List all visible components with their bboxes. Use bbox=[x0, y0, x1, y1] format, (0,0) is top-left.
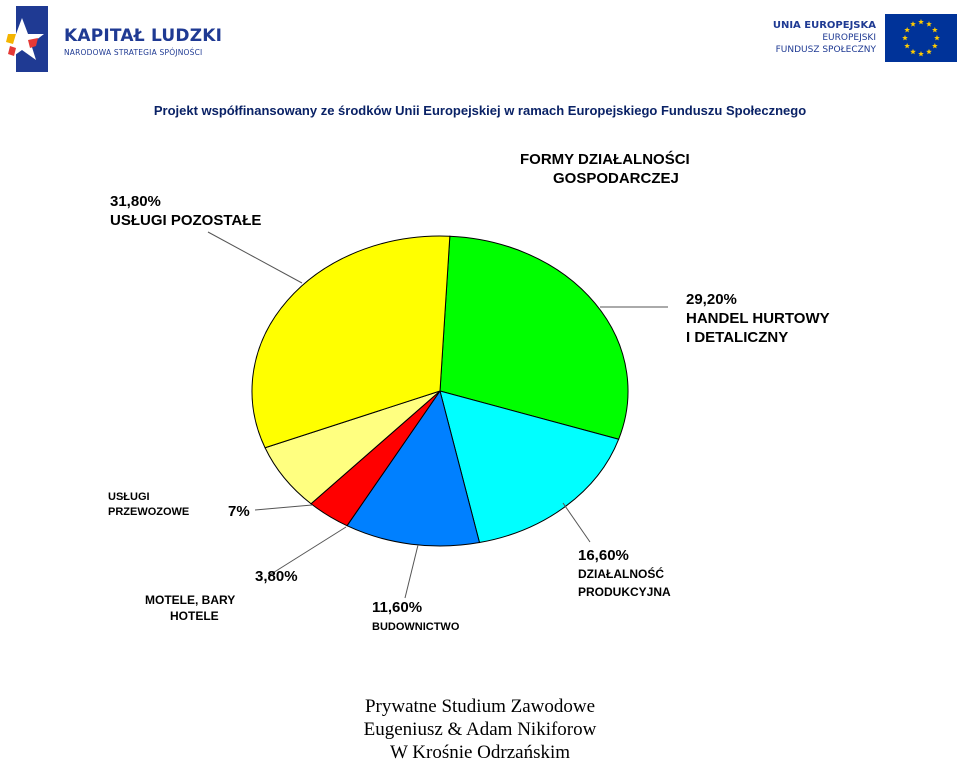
footer-line-2: Eugeniusz & Adam Nikiforow bbox=[363, 719, 597, 740]
slice-category-label: MOTELE, BARY bbox=[145, 593, 236, 607]
chart-title-line: FORMY DZIAŁALNOŚCI bbox=[520, 151, 690, 168]
slice-category-label: BUDOWNICTWO bbox=[372, 621, 460, 633]
slice-value-label: 11,60% bbox=[372, 599, 423, 616]
eu-line-2: EUROPEJSKI bbox=[822, 33, 876, 43]
eu-line-1: UNIA EUROPEJSKA bbox=[772, 20, 876, 31]
footer-line-3: W Krośnie Odrzańskim bbox=[389, 742, 571, 763]
project-funding-line: Projekt współfinansowany ze środków Unii Europejskiej w ramach Europejskiego Funduszu Społecznego bbox=[153, 103, 807, 118]
slice-category-label: USŁUGI bbox=[108, 491, 150, 503]
kapital-ludzki-subtitle: NARODOWA STRATEGIA SPÓJNOŚCI bbox=[64, 48, 203, 57]
footer bbox=[0, 695, 960, 764]
footer-line-1: Prywatne Studium Zawodowe bbox=[364, 696, 596, 717]
slice-value-label: 16,60% bbox=[578, 547, 629, 564]
slice-category-label: HANDEL HURTOWY bbox=[686, 310, 830, 327]
kapital-ludzki-title: KAPITAŁ LUDZKI bbox=[64, 26, 223, 46]
slice-category-label: DZIAŁALNOŚĆ bbox=[578, 567, 664, 581]
leader-line bbox=[563, 503, 590, 542]
chart-title-line: GOSPODARCZEJ bbox=[553, 170, 679, 187]
slice-category-label: HOTELE bbox=[170, 609, 219, 623]
slice-value-label: 31,80% bbox=[110, 193, 161, 210]
eu-line-3: FUNDUSZ SPOŁECZNY bbox=[775, 45, 876, 55]
slice-value-label: 7% bbox=[228, 503, 250, 520]
leader-line bbox=[405, 545, 418, 598]
slice-value-label: 29,20% bbox=[686, 291, 737, 308]
slice-category-label: PRODUKCYJNA bbox=[578, 585, 671, 599]
slice-category-label: I DETALICZNY bbox=[686, 329, 789, 346]
leader-line bbox=[208, 232, 302, 283]
slice-category-label: PRZEWOZOWE bbox=[108, 506, 190, 518]
slice-category-label: USŁUGI POZOSTAŁE bbox=[110, 212, 262, 229]
leader-line bbox=[255, 505, 312, 510]
slice-value-label: 3,80% bbox=[255, 568, 298, 585]
